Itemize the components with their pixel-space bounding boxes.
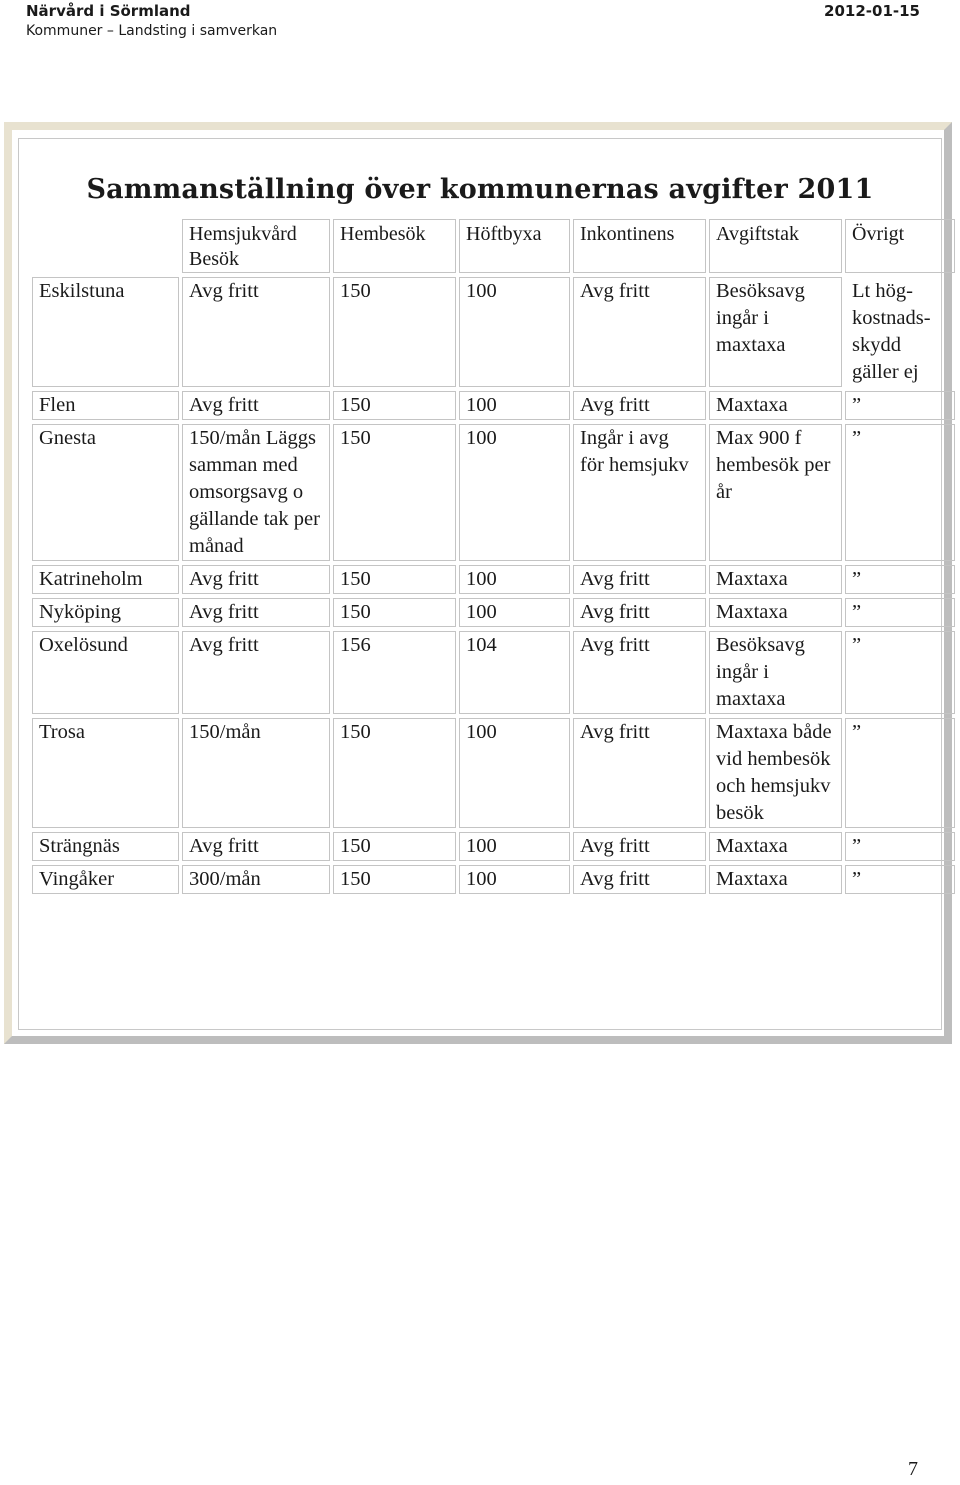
cell-fee-cap: Besöksavg ingår i maxtaxa: [709, 631, 842, 714]
table-row: [32, 424, 955, 561]
cell-fee-cap: Maxtaxa: [709, 865, 842, 894]
cell-other: Lt hög-kostnads-skydd gäller ej: [852, 280, 931, 383]
cell-other: ”: [845, 865, 955, 894]
cell-incontinence: Avg fritt: [573, 865, 706, 894]
cell-hip-protector: 100: [459, 424, 570, 561]
cell-home-visit: 150: [333, 565, 456, 594]
cell-hip-protector: 100: [459, 865, 570, 894]
table-header-row: [32, 219, 955, 273]
table-row: [32, 565, 955, 594]
cell-home-nursing-visit: Avg fritt: [182, 832, 330, 861]
cell-home-nursing-visit: 150/mån Läggs samman med omsorgsavg o gällande tak per månad: [182, 424, 330, 561]
cell-home-nursing-visit: Avg fritt: [182, 631, 330, 714]
document-date: 2012-01-15: [824, 2, 920, 20]
cell-municipality: Vingåker: [32, 865, 179, 894]
cell-fee-cap: Maxtaxa: [709, 832, 842, 861]
organization-subtitle: Kommuner – Landsting i samverkan: [26, 23, 278, 39]
cell-fee-cap: Maxtaxa: [709, 598, 842, 627]
column-header-home-visit: Hembesök: [333, 219, 456, 273]
cell-hip-protector: 100: [459, 832, 570, 861]
cell-incontinence: Ingår i avg för hemsjukv: [573, 424, 706, 561]
cell-other: ”: [845, 631, 955, 714]
cell-other: ”: [845, 718, 955, 828]
cell-home-nursing-visit: Avg fritt: [182, 391, 330, 420]
cell-municipality: Nyköping: [32, 598, 179, 627]
cell-incontinence: Avg fritt: [573, 391, 706, 420]
cell-municipality: Gnesta: [32, 424, 179, 561]
cell-home-visit: 150: [333, 718, 456, 828]
cell-other: ”: [845, 832, 955, 861]
table-row: [32, 277, 955, 387]
cell-incontinence: Avg fritt: [573, 565, 706, 594]
cell-home-nursing-visit: Avg fritt: [182, 277, 330, 387]
fees-table: [29, 215, 958, 898]
cell-municipality: Trosa: [32, 718, 179, 828]
cell-municipality: Strängnäs: [32, 832, 179, 861]
cell-home-nursing-visit: 300/mån: [182, 865, 330, 894]
table-row: [32, 832, 955, 861]
column-header-municipality: [32, 219, 179, 273]
table-row: [32, 865, 955, 894]
cell-hip-protector: 100: [459, 598, 570, 627]
cell-home-visit: 150: [333, 277, 456, 387]
table-row: [32, 598, 955, 627]
cell-home-visit: 156: [333, 631, 456, 714]
cell-hip-protector: 100: [459, 391, 570, 420]
cell-other: ”: [845, 598, 955, 627]
table-panel: [18, 138, 942, 1030]
cell-incontinence: Avg fritt: [573, 832, 706, 861]
cell-fee-cap: Maxtaxa: [709, 391, 842, 420]
cell-municipality: Oxelösund: [32, 631, 179, 714]
column-header-fee-cap: Avgiftstak: [709, 219, 842, 273]
column-header-home-nursing-visit: Hemsjukvård Besök: [182, 219, 330, 273]
cell-municipality: Katrineholm: [32, 565, 179, 594]
cell-other: ”: [845, 391, 955, 420]
embedded-table-frame: [4, 122, 952, 1044]
cell-municipality: Flen: [32, 391, 179, 420]
cell-home-visit: 150: [333, 598, 456, 627]
cell-hip-protector: 104: [459, 631, 570, 714]
cell-fee-cap: Besöksavg ingår i maxtaxa: [709, 277, 842, 387]
table-row: [32, 718, 955, 828]
column-header-incontinence: Inkontinens: [573, 219, 706, 273]
page-number: 7: [908, 1458, 918, 1480]
cell-municipality: Eskilstuna: [32, 277, 179, 387]
column-header-other: Övrigt: [845, 219, 955, 273]
organization-name: Närvård i Sörmland: [26, 2, 191, 20]
cell-fee-cap: Maxtaxa: [709, 565, 842, 594]
cell-home-visit: 150: [333, 832, 456, 861]
cell-home-nursing-visit: 150/mån: [182, 718, 330, 828]
cell-incontinence: Avg fritt: [573, 631, 706, 714]
cell-hip-protector: 100: [459, 565, 570, 594]
column-header-hip-protector: Höftbyxa: [459, 219, 570, 273]
table-row: [32, 391, 955, 420]
cell-hip-protector: 100: [459, 718, 570, 828]
table-row: [32, 631, 955, 714]
cell-home-nursing-visit: Avg fritt: [182, 565, 330, 594]
cell-incontinence: Avg fritt: [573, 277, 706, 387]
cell-fee-cap: Maxtaxa både vid hembesök och hemsjukv besök: [709, 718, 842, 828]
cell-home-visit: 150: [333, 424, 456, 561]
cell-hip-protector: 100: [459, 277, 570, 387]
cell-incontinence: Avg fritt: [573, 598, 706, 627]
table-title: Sammanställning över kommunernas avgifter 2011: [86, 174, 874, 205]
cell-incontinence: Avg fritt: [573, 718, 706, 828]
document-header: [26, 0, 277, 41]
cell-other: ”: [845, 565, 955, 594]
cell-home-visit: 150: [333, 391, 456, 420]
cell-home-nursing-visit: Avg fritt: [182, 598, 330, 627]
cell-other: ”: [845, 424, 955, 561]
cell-home-visit: 150: [333, 865, 456, 894]
cell-fee-cap: Max 900 f hembesök per år: [709, 424, 842, 561]
